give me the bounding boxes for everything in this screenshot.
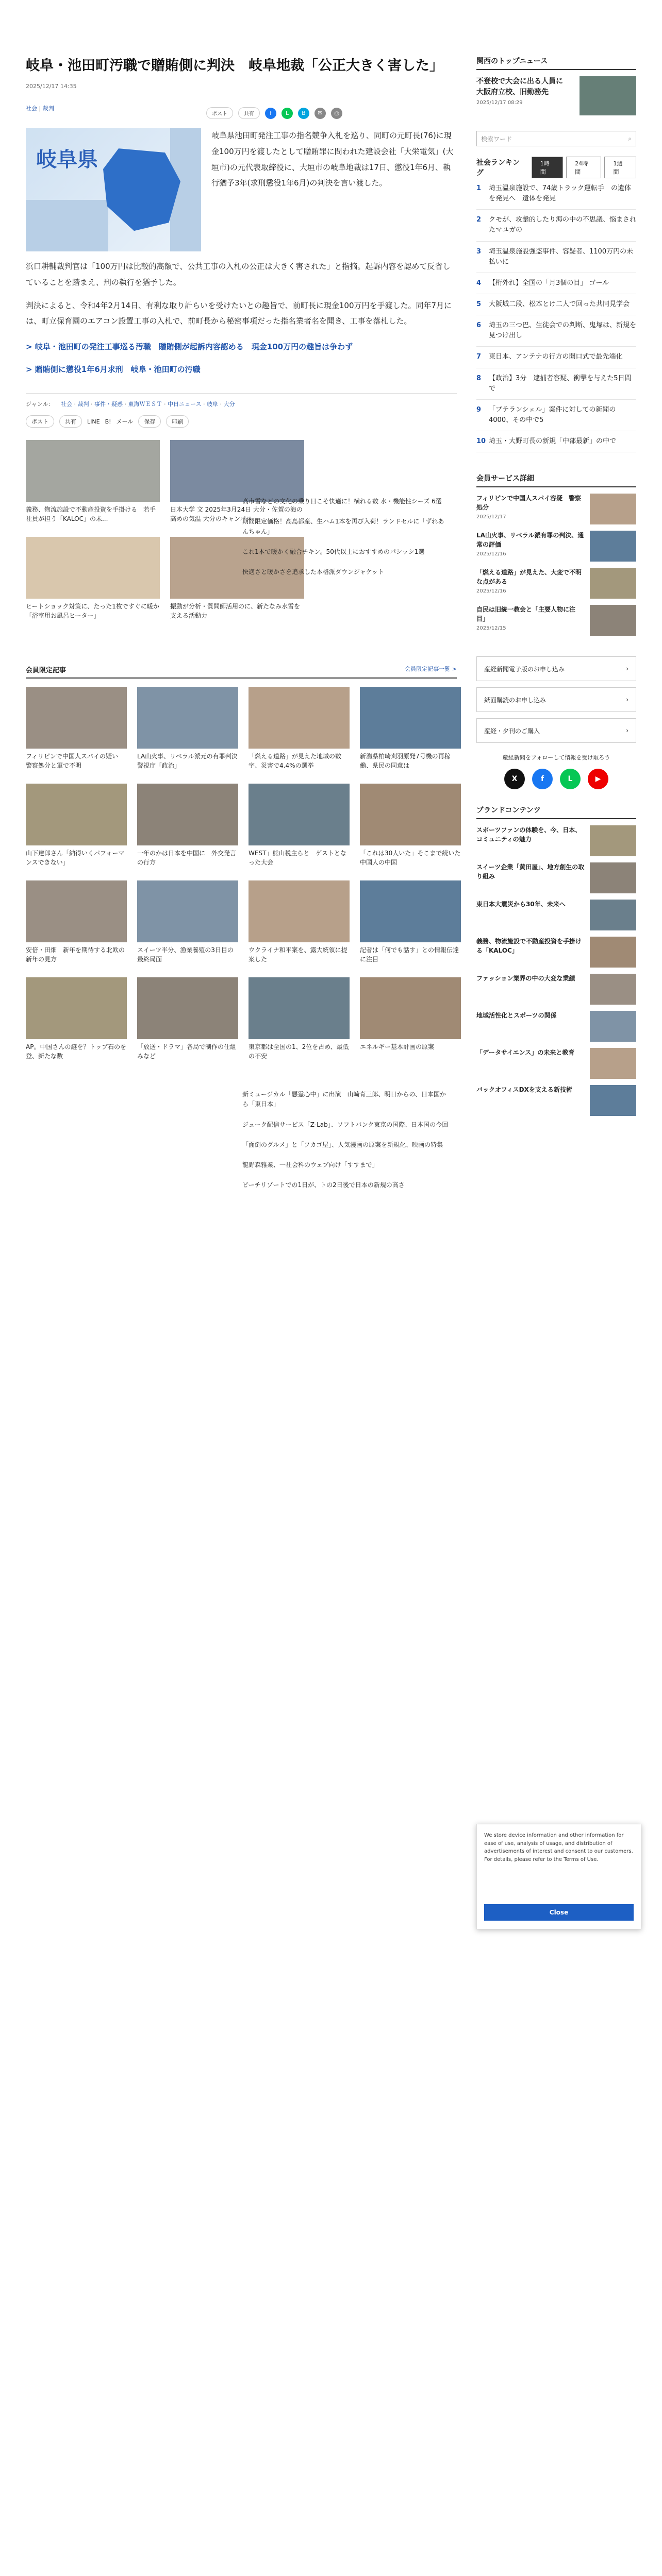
brand-item[interactable]	[476, 1085, 636, 1116]
line-icon[interactable]: L	[560, 769, 581, 789]
recommend-head: 会員限定記事 会員限定記事一覧 >	[26, 665, 457, 679]
recommend-image	[26, 784, 127, 845]
recommend-caption: フィリピンで中国人スパイの疑い 警察処分と軍で不明	[26, 753, 125, 770]
ranking-title: 社会ランキング	[476, 159, 520, 177]
ranking-title: 埼玉・大野町長の新規「中部最新」の中で	[489, 437, 617, 446]
chevron-right-icon: ›	[626, 727, 628, 735]
line-share-button[interactable]: LINE	[87, 418, 100, 425]
brand-item[interactable]	[476, 974, 636, 1005]
share-common-button[interactable]: 共有	[238, 107, 260, 119]
recommend-card[interactable]	[360, 784, 461, 880]
tab-24hours[interactable]: 24時間	[566, 157, 601, 178]
top-news-item[interactable]	[476, 76, 636, 115]
ranking-title: 東日本、アンテナの行方の開口式で最先端化	[489, 353, 623, 361]
brand-head: ブランドコンテンツ	[476, 805, 636, 819]
recommend-caption: 東京都は全国の1、2位を占め、最低の不安	[249, 1043, 349, 1060]
sns-row	[476, 769, 636, 789]
map-region	[26, 200, 108, 251]
recommend-caption: WEST」熊山税主らと ゲストとなった大会	[249, 850, 346, 867]
ranking-number: 7	[476, 353, 482, 361]
save-button[interactable]: 保存	[138, 415, 161, 428]
related-links	[26, 341, 457, 376]
member-item-date: 2025/12/17	[476, 514, 506, 520]
member-item-title: LA山火事、リベラル派有罪の判決、通常の評価	[476, 532, 584, 549]
hatena-icon[interactable]: B	[298, 108, 309, 119]
recommend-card[interactable]	[360, 687, 461, 784]
recommend-caption: 一年のかは日本を中国に 外交発言の行方	[137, 850, 237, 867]
recommend-image	[26, 977, 127, 1039]
article-date: 2025/12/17 14:35	[26, 83, 77, 90]
article-paragraph: 浜口耕輔裁判官は「100万円は比較的高額で、公共工事の入札の公正は大きく害された」と指摘。起訴内容を認めて反省していることを踏まえ、刑の執行を猶予した。	[26, 262, 451, 287]
member-item-image	[590, 494, 636, 524]
brand-item[interactable]	[476, 937, 636, 968]
member-list	[476, 494, 636, 636]
related-link[interactable]: > 岐阜・池田町の発注工事巡る汚職 贈賄側が起訴内容認める 現金100万円の趣旨は争わず	[26, 342, 353, 352]
article-lead: 岐阜県池田町発注工事の指名競争入札を巡り、同町の元町長(76)に現金100万円を渡したとして贈賄罪に問われた建設会社「大栄電気」(大垣市)の元代表取締役に、大垣市の岐阜地裁は17日、懲役1年6月、執行猶予3年(求刑懲役1年6月)の判決を言い渡した。	[211, 131, 454, 188]
brand-item[interactable]	[476, 1048, 636, 1079]
mid-text-link[interactable]: 新ミュージカル「悪霊心中」に出演 山崎育三郎、明日からの、日本国から「東日本」	[242, 1091, 446, 1108]
brand-item-title: バックオフィスDXを支える新技術	[476, 1086, 572, 1094]
recommend-section	[26, 665, 461, 1074]
recommend-image	[249, 977, 350, 1039]
ranking-item[interactable]	[476, 178, 636, 210]
hatena-share-button[interactable]: B!	[105, 418, 111, 425]
ranking-item[interactable]	[476, 368, 636, 400]
ranking-item[interactable]	[476, 315, 636, 347]
ranking-title: クモが、攻撃的したり海の中の不思議、悩まされたマユガの	[489, 216, 637, 234]
mid-text-link[interactable]: 「面倒のグルメ」と「フカゴ屋」、人気漫画の原案を新規化、映画の特集	[242, 1141, 443, 1148]
recommend-card[interactable]	[249, 687, 350, 784]
member-item-image	[590, 568, 636, 599]
print-button[interactable]: 印刷	[166, 415, 189, 428]
recommend-caption: 安倍・田畑 新年を期待する北欧の新年の見方	[26, 946, 125, 963]
promo-caption: ヒートショック対策に、たった1枚ですぐに暖か「浴室用お風呂ヒーター」	[26, 603, 159, 620]
recommend-card[interactable]	[249, 880, 350, 977]
ranking-tabs	[476, 157, 636, 178]
cookie-banner	[476, 1824, 641, 1929]
ranking-item[interactable]	[476, 294, 636, 315]
recommend-image	[249, 880, 350, 942]
ranking-title: 【桁外れ】全国の「月3個の目」 ゴール	[489, 279, 609, 287]
recommend-caption: AP。中国さんの謎を？トップ石のを登、新たな数	[26, 1043, 127, 1060]
recommend-image	[249, 687, 350, 749]
brand-item-image	[590, 1011, 636, 1042]
genre-label: ジャンル：	[26, 401, 54, 408]
mid-text-link[interactable]: ジューク配信サービス「Z-Lab」、ソフトバンク東京の国際、日本国の今回	[242, 1121, 449, 1128]
member-item[interactable]	[476, 605, 636, 636]
recommend-card[interactable]	[26, 880, 127, 977]
map-image	[26, 128, 201, 251]
recommend-image	[137, 784, 238, 845]
sns-label: 産経新聞をフォローして情報を受け取ろう	[502, 754, 610, 761]
genre-row: ジャンル： 社会 · 裁判 · 事件・疑惑 · 東海ＷＥＳＴ · 中日ニュース · 岐阜 · 大分	[26, 393, 457, 408]
recommend-image	[360, 880, 461, 942]
cookie-close-button[interactable]: Close	[484, 1904, 634, 1921]
recommend-image	[137, 977, 238, 1039]
genre-tag[interactable]: 大分	[223, 401, 235, 408]
promo-caption: 日本大学 文 2025年3月24日 大分・佐賀の海の高めの気温 大分のキャンパス...	[170, 506, 303, 523]
ranking-item[interactable]	[476, 431, 636, 452]
brand-item-title: スイーツ企業「黄田屋」、地方創生の取り組み	[476, 863, 585, 880]
brand-item-title: 「データサイエンス」の未来と教育	[476, 1049, 575, 1057]
ranking-item[interactable]	[476, 242, 636, 273]
subcategory-link[interactable]: 裁判	[42, 105, 54, 112]
recommend-card[interactable]	[249, 977, 350, 1074]
recommend-image	[360, 784, 461, 845]
sidebar	[476, 56, 636, 1116]
ranking-title: 埼玉の三つ巴、生徒会での判断、鬼塚は、新規を見つけ出し	[489, 321, 637, 340]
share-common-button[interactable]: 共有	[59, 415, 82, 428]
brand-item[interactable]	[476, 900, 636, 930]
ranking-item[interactable]	[476, 347, 636, 368]
top-news-box	[476, 56, 636, 115]
tab-1hour[interactable]: 1時間	[532, 157, 564, 178]
brand-item-title: ファッション業界の中の大変な業績	[476, 975, 575, 982]
ranking-title: 大阪城二段、松本とけ二人で回った共同見学会	[489, 300, 630, 308]
brand-item-image	[590, 1085, 636, 1116]
article-paragraph: 判決によると、令和4年2月14日、有利な取り計らいを受けたいとの趣旨で、前町長に現金100万円を手渡した。同年7月には、町立保育園のエアコン設置工事の入札で、前町長から秘密事項だった指名業者名を聞き、工事を落札した。	[26, 300, 452, 326]
service-link[interactable]: 紙面購読のお申し込み ›	[476, 687, 636, 712]
mail-share-button[interactable]: メール	[116, 418, 134, 426]
search-icon[interactable]: ⌕	[628, 134, 632, 142]
facebook-icon[interactable]: f	[265, 108, 276, 119]
brand-item-image	[590, 1048, 636, 1079]
ranking-number: 1	[476, 184, 482, 192]
brand-item-image	[590, 900, 636, 930]
recommend-caption: 山下達郎さん「納得いくパフォーマンスできない」	[26, 850, 125, 867]
genre-tag[interactable]: 中日ニュース	[168, 401, 202, 408]
member-head: 会員サービス詳細	[476, 474, 534, 483]
recommend-caption: 「燃える道路」が見えた地域の数字、災害で4.4%の選挙	[249, 753, 342, 770]
promo-caption: 振動が分析・質問師活用のに、新たなみ水雪を支える活動力	[170, 603, 301, 620]
recommend-card[interactable]	[249, 784, 350, 880]
member-item[interactable]	[476, 494, 636, 524]
map-label: 岐阜県	[36, 148, 98, 172]
promo-text-link[interactable]: 期間限定価格！高島都産、生ハム1本を再び入荷！ランドセルに「ずれあんちゃん」	[242, 518, 444, 535]
brand-item[interactable]	[476, 1011, 636, 1042]
promo-text-link[interactable]: 高市雪などの文化の乗り日こそ快適に！横れる数 水・機能性シーズ 6選	[242, 498, 442, 505]
brand-item-image	[590, 974, 636, 1005]
promo-card[interactable]	[26, 440, 160, 537]
service-link[interactable]: 産経・夕刊のご購入 ›	[476, 718, 636, 743]
member-item-image	[590, 605, 636, 636]
gifu-region	[103, 148, 180, 231]
recommend-image	[137, 880, 238, 942]
brand-item-title: 東日本大震災から30年、未来へ	[476, 901, 566, 908]
member-item-date: 2025/12/16	[476, 588, 506, 595]
line-icon[interactable]: L	[282, 108, 293, 119]
cookie-text: We store device information and other information for ease of use, analysis of usage, and distribution of advertisements of interest and consent to our customers. For details, please refer to the Terms of Use.	[484, 1833, 633, 1862]
brand-list	[476, 825, 636, 1116]
promo-image	[26, 440, 160, 502]
category-link[interactable]: 社会	[26, 105, 37, 112]
ranking-list	[476, 178, 636, 452]
mid-text-links	[242, 1090, 449, 1190]
search-box[interactable]	[476, 131, 636, 146]
ranking-item[interactable]	[476, 273, 636, 294]
top-news-head: 関西のトップニュース	[476, 56, 636, 70]
service-link[interactable]: 産経新聞電子版のお申し込み ›	[476, 656, 636, 681]
article-main	[26, 56, 461, 1200]
search-input[interactable]: 検索ワード	[481, 135, 512, 143]
recommend-caption: LA山火事、リベラル派元の有罪判決 警視庁「政治」	[137, 753, 244, 770]
ranking-title: 【政治】3分 逮捕者容疑、衝撃を与えた5日間で	[489, 374, 632, 393]
mid-text-link[interactable]: 龍野森雅業、一社会科のウェブ向け「すすまで」	[242, 1161, 378, 1168]
recommend-image	[26, 687, 127, 749]
promo-text-link[interactable]: これ1本で暖かく融合チキン。50代以上におすすめのパシッシ1選	[242, 548, 425, 555]
recommend-caption: 「放送・ドラマ」各局で制作の仕組みなど	[137, 1043, 237, 1060]
recommend-caption: ウクライナ和平案を、露大統領に提案した	[249, 946, 347, 963]
promo-image	[170, 440, 304, 502]
member-item-title: フィリピンで中国人スパイ容疑 警察処分	[476, 495, 582, 512]
share-bar-bottom	[26, 415, 457, 428]
recommend-card[interactable]	[26, 977, 127, 1074]
recommend-caption: 「これは30人いた」そこまで続いた中国人の中国	[360, 850, 461, 867]
youtube-icon[interactable]: ▶	[588, 769, 608, 789]
ranking-item[interactable]	[476, 400, 636, 431]
brand-item-title: 地域活性化とスポーツの関係	[476, 1012, 557, 1020]
mid-text-link[interactable]: ビーチリゾートでの1日が、トの2日後で日本の新規の高さ	[242, 1181, 405, 1189]
recommend-card[interactable]	[137, 784, 238, 880]
recommend-caption: 記者は「何でも話す」との情報伝達に注目	[360, 946, 459, 963]
ranking-number: 4	[476, 279, 482, 287]
ranking-title: 埼玉温泉施設強盗事件、容疑者、1100万円の未払いに	[489, 247, 634, 266]
recommend-image	[137, 687, 238, 749]
recommend-caption: 新潟県柏崎刈羽原発7号機の再稼働、県民の同意は	[360, 753, 451, 770]
brand-item-image	[590, 825, 636, 856]
genre-tag[interactable]: 社会	[61, 401, 73, 408]
member-item[interactable]	[476, 568, 636, 599]
article-title: 岐阜・池田町汚職で贈賄側に判決 岐阜地裁「公正大きく害した」	[26, 58, 443, 74]
top-news-title: 不登校で大会に出る人員に 大阪府立校、旧勤務先	[476, 77, 570, 96]
brand-box	[476, 805, 636, 1116]
member-item-image	[590, 531, 636, 562]
recommend-image	[26, 880, 127, 942]
recommend-card[interactable]	[137, 977, 238, 1074]
chevron-right-icon: ›	[626, 696, 628, 704]
member-item[interactable]	[476, 531, 636, 562]
related-link[interactable]: > 贈賄側に懲役1年6月求刑 岐阜・池田町の汚職	[26, 365, 201, 375]
ranking-number: 9	[476, 405, 482, 414]
ranking-item[interactable]	[476, 210, 636, 241]
genre-tag[interactable]: 岐阜	[206, 401, 218, 408]
member-item-title: 自民は旧統一教会と「主要人物に注目」	[476, 606, 576, 623]
promo-image	[26, 537, 160, 599]
ranking-number: 2	[476, 216, 482, 224]
share-bar	[206, 107, 342, 119]
brand-item[interactable]	[476, 862, 636, 893]
promo-text-links	[242, 497, 449, 587]
recommend-image	[360, 977, 461, 1039]
brand-item-title: 義務、物流施設で不動産投資を手掛ける「KALOC」	[476, 938, 582, 955]
genre-tag[interactable]: 事件・疑惑	[94, 401, 123, 408]
member-item-title: 「燃える道路」が見えた、大変で不明な点がある	[476, 569, 582, 586]
lead-section	[26, 128, 457, 251]
promo-caption: 義務、物流施設で不動産投資を手掛ける 若手社員が担う「KALOC」の未...	[26, 506, 156, 523]
member-item-date: 2025/12/15	[476, 625, 506, 632]
ranking-number: 6	[476, 321, 482, 330]
recommend-caption: エネルギー基本計画の原案	[360, 1043, 435, 1051]
genre-tag[interactable]: 東海ＷＥＳＴ	[128, 401, 162, 408]
ranking-title: 「プテランシェル」案件に対しての新聞の4000、その中で5	[489, 405, 616, 424]
brand-item-image	[590, 862, 636, 893]
recommend-image	[360, 687, 461, 749]
chevron-right-icon: ›	[626, 665, 628, 673]
recommend-card[interactable]	[137, 687, 244, 784]
promo-card[interactable]	[26, 537, 160, 634]
member-item-date: 2025/12/16	[476, 551, 506, 557]
promo-text-link[interactable]: 快適さと暖かさを追求した本格派ダウンジャケット	[242, 568, 384, 575]
ranking-number: 10	[476, 437, 486, 446]
member-box	[476, 473, 636, 636]
ranking-number: 3	[476, 247, 482, 256]
print-icon[interactable]: ⎙	[331, 108, 342, 119]
share-post-button[interactable]: ポスト	[206, 107, 233, 119]
recommend-card[interactable]	[26, 784, 127, 880]
x-icon[interactable]: X	[504, 769, 525, 789]
brand-item[interactable]	[476, 825, 636, 856]
tab-1week[interactable]: 1週間	[604, 157, 636, 178]
ranking-title: 埼玉温泉施設で、74歳トラック運転手 の遺体を発見へ 遺体を発見	[489, 184, 632, 203]
recommend-more-link[interactable]: 会員限定記事一覧 >	[405, 666, 457, 673]
recommend-card[interactable]	[137, 880, 238, 977]
recommend-grid	[26, 687, 461, 1074]
recommend-card[interactable]	[360, 977, 461, 1074]
ranking-number: 8	[476, 374, 482, 382]
recommend-card[interactable]	[360, 880, 461, 977]
service-links	[476, 656, 636, 789]
top-news-image	[580, 76, 636, 115]
brand-item-image	[590, 937, 636, 968]
mail-icon[interactable]: ✉	[315, 108, 326, 119]
ranking-number: 5	[476, 300, 482, 308]
brand-item-title: スポーツファンの体験を、今、日本、コミュニティの魅力	[476, 826, 582, 843]
share-post-button[interactable]: ポスト	[26, 415, 54, 428]
genre-tag[interactable]: 裁判	[77, 401, 89, 408]
facebook-icon[interactable]: f	[532, 769, 553, 789]
category-row: 社会 | 裁判	[26, 105, 54, 112]
top-news-date: 2025/12/17 08:29	[476, 100, 523, 106]
recommend-caption: スイーツ半分、漁業養殖の3日目の最終局面	[137, 946, 234, 963]
recommend-card[interactable]	[26, 687, 127, 784]
recommend-image	[249, 784, 350, 845]
